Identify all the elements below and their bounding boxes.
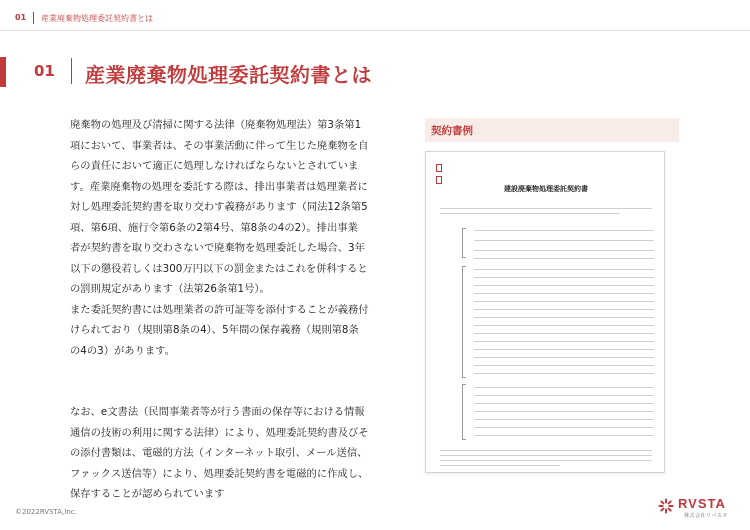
example-label-box [425,118,679,142]
doc-text-line [440,460,652,461]
doc-bracket [462,228,466,258]
contract-document-image [425,151,665,473]
doc-bracket [462,384,466,440]
top-section-number: 01 [15,13,27,22]
example-label: 契約書例 [431,125,473,137]
top-rule [0,30,750,31]
body-paragraph-2: なお、e文書法（民間事業者等が行う書面の保存等における情報 通信の技術の利用に関する法律）により、処理委託契約書及びそ の添付書類は、電磁的方法（インターネット取引、メール送信、 ファックス送信等）により、処理委託契約書を電磁的に作成し、 保存することが認められています [70,406,369,500]
doc-row-line [474,333,654,334]
doc-row-line [474,373,654,374]
doc-row-line [474,285,654,286]
doc-text-line [440,213,620,214]
logo-mark-icon [658,498,674,514]
doc-text-line [440,450,652,451]
doc-row-line [474,357,654,358]
page-title: 産業廃棄物処理委託契約書とは [85,63,372,87]
doc-row-line [474,349,654,350]
section-number: 01 [34,62,55,80]
copyright-text: ©2022RVSTA,Inc. [15,508,77,516]
top-header [0,0,750,30]
doc-row-line [474,365,654,366]
body-text [70,115,390,505]
doc-row-line [474,258,654,259]
top-section-title: 産業廃棄物処理委託契約書とは [41,14,153,23]
top-divider [33,12,34,24]
doc-bracket [462,266,466,378]
logo-text: RVSTA [678,496,726,511]
doc-row-line [474,411,654,412]
heading-divider [71,58,72,84]
doc-row-line [474,325,654,326]
doc-row-line [474,301,654,302]
logo-subtext: 株式会社リバスタ [684,513,728,519]
doc-stamp-2 [436,176,442,184]
doc-row-line [474,293,654,294]
doc-row-line [474,269,654,270]
doc-row-line [474,230,654,231]
doc-row-line [474,427,654,428]
doc-row-line [474,435,654,436]
doc-text-line [440,465,560,466]
doc-row-line [474,317,654,318]
doc-row-line [474,419,654,420]
doc-row-line [474,277,654,278]
body-paragraph-1: 廃棄物の処理及び清掃に関する法律（廃棄物処理法）第3条第1 項において、事業者は、その事業活動に伴って生じた廃棄物を自 らの責任において適正に処理しなければならないとされていま す。産業廃棄物の処理を委託する際は、排出事業者は処理業者に 対し処理委託契約書を取り交わす義務があります（同法12条第5 項、第6項、施行令第6条の2第4号、第8条の4の2）。排出事業 者が契約書を取り交わさないで廃棄物を処理委託した場合、3年 以下の懲役若しくは300万円以下の罰金またはこれを併科すると の罰則規定があります（法第26条第1号）。 また委託契約書には処理業者の許可証等を添付することが義務付 けられており（規則第8条の4）、5年間の保存義務（規則第8条 の4の3）があります。 [70,119,369,357]
doc-text-line [440,208,652,209]
company-logo [658,496,738,520]
doc-row-line [474,395,654,396]
doc-text-line [440,455,652,456]
doc-row-line [474,250,654,251]
doc-stamp-1 [436,164,442,172]
doc-row-line [474,341,654,342]
doc-row-line [474,309,654,310]
heading-accent-bar [0,57,6,87]
doc-title: 建設廃棄物処理委託契約書 [504,185,588,193]
doc-row-line [474,387,654,388]
doc-row-line [474,240,654,241]
doc-row-line [474,403,654,404]
